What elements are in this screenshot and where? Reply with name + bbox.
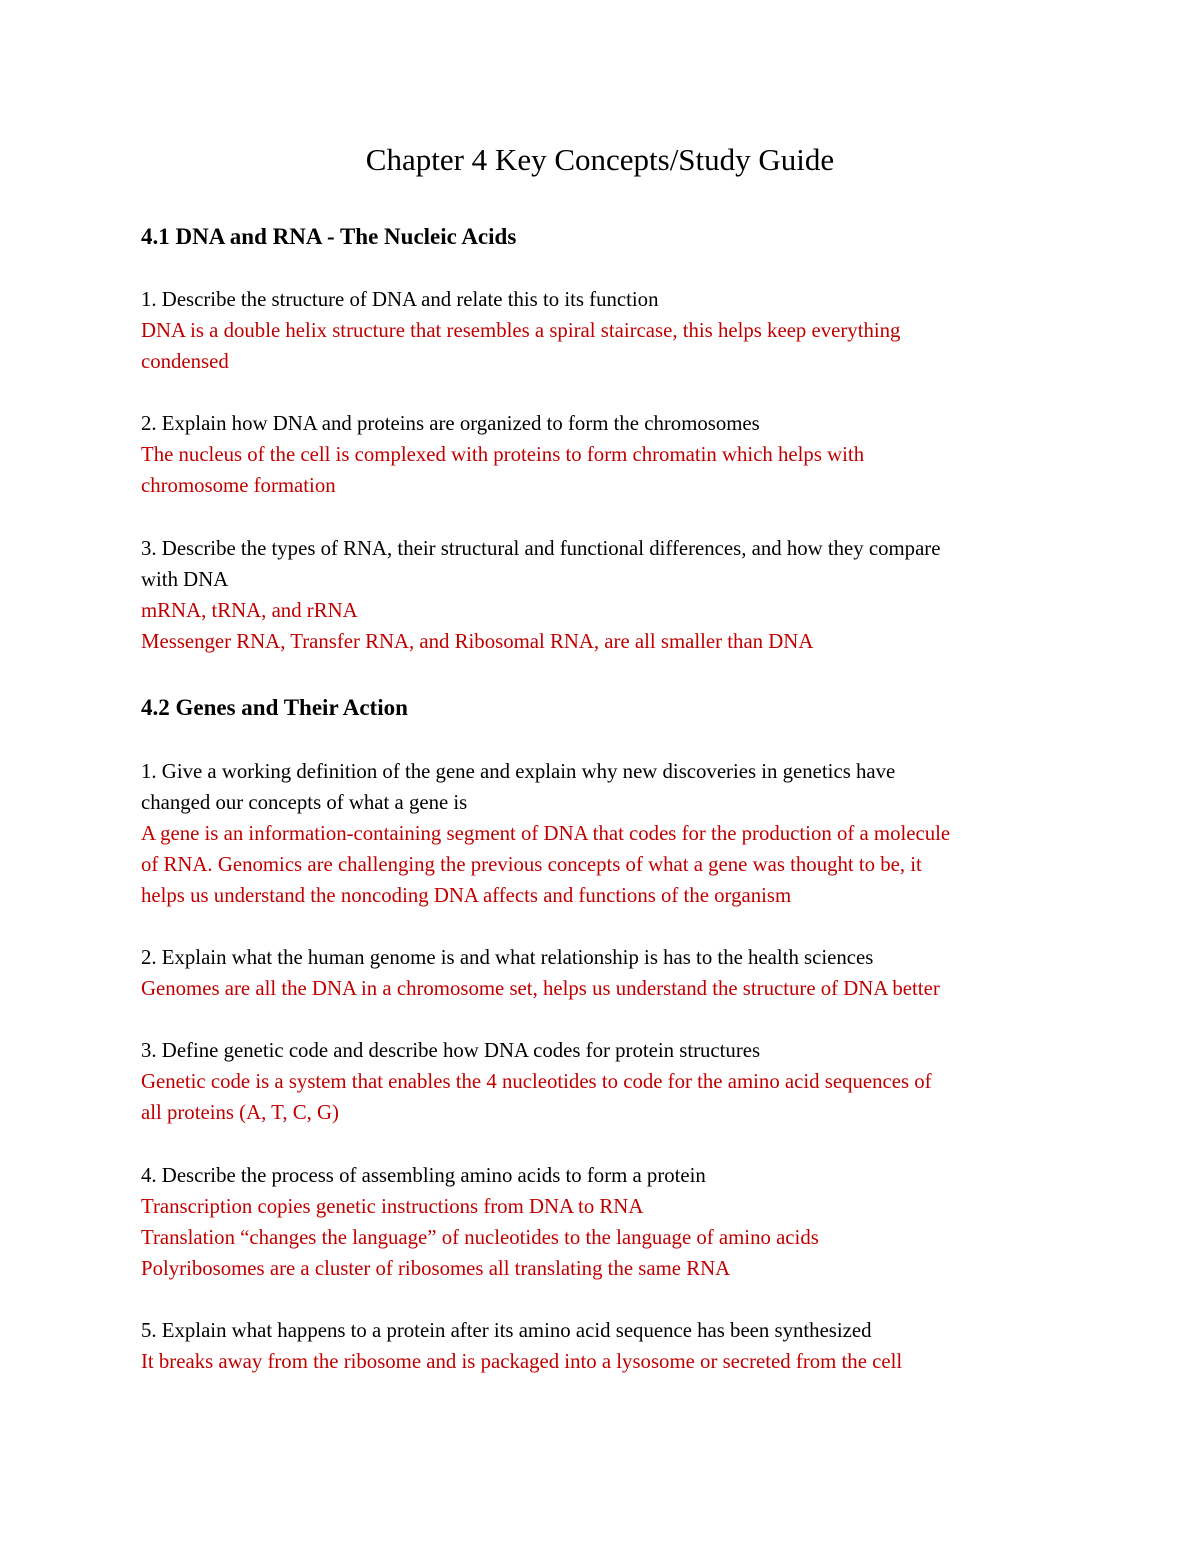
question-text: 2. Explain how DNA and proteins are organized to form the chromosomes <box>141 412 760 435</box>
answer-text: Polyribosomes are a cluster of ribosomes all translating the same RNA <box>141 1257 731 1280</box>
answer-text: It breaks away from the ribosome and is packaged into a lysosome or secreted from the cell <box>141 1350 903 1373</box>
answer-text: The nucleus of the cell is complexed with proteins to form chromatin which helps with <box>141 443 865 466</box>
question-text: 3. Describe the types of RNA, their structural and functional differences, and how they compare <box>141 537 941 560</box>
answer-text: Genomes are all the DNA in a chromosome set, helps us understand the structure of DNA better <box>141 977 940 1000</box>
answer-text: A gene is an information-containing segment of DNA that codes for the production of a molecule <box>141 822 951 845</box>
question-text: 1. Give a working definition of the gene and explain why new discoveries in genetics have <box>141 760 896 783</box>
question-block <box>141 942 1071 1004</box>
question-text: 2. Explain what the human genome is and what relationship is has to the health sciences <box>141 946 874 969</box>
question-text: 5. Explain what happens to a protein after its amino acid sequence has been synthesized <box>141 1319 872 1342</box>
answer-text: Genetic code is a system that enables the 4 nucleotides to code for the amino acid sequences of <box>141 1070 932 1093</box>
page-title: Chapter 4 Key Concepts/Study Guide <box>365 142 835 177</box>
answer-text: condensed <box>141 350 229 373</box>
question-block <box>141 1035 1071 1128</box>
question-text: changed our concepts of what a gene is <box>141 791 468 814</box>
question-text: with DNA <box>141 568 229 591</box>
section-heading-4-1: 4.1 DNA and RNA - The Nucleic Acids <box>141 224 517 249</box>
answer-text: Translation “changes the language” of nucleotides to the language of amino acids <box>141 1226 819 1249</box>
answer-text: DNA is a double helix structure that resembles a spiral staircase, this helps keep everything <box>141 319 901 342</box>
question-block <box>141 408 1071 501</box>
question-block <box>141 1160 1071 1284</box>
answer-text: all proteins (A, T, C, G) <box>141 1101 339 1124</box>
question-block <box>141 533 1071 657</box>
question-block <box>141 756 1071 911</box>
question-block <box>141 1315 1071 1377</box>
answer-text: Messenger RNA, Transfer RNA, and Ribosomal RNA, are all smaller than DNA <box>141 630 814 653</box>
answer-text: of RNA. Genomics are challenging the previous concepts of what a gene was thought to be, it <box>141 853 922 876</box>
question-text: 4. Describe the process of assembling amino acids to form a protein <box>141 1164 706 1187</box>
section-heading-4-2: 4.2 Genes and Their Action <box>141 695 408 720</box>
question-text: 3. Define genetic code and describe how DNA codes for protein structures <box>141 1039 761 1062</box>
answer-text: chromosome formation <box>141 474 336 497</box>
question-text: 1. Describe the structure of DNA and relate this to its function <box>141 288 659 311</box>
answer-text: mRNA, tRNA, and rRNA <box>141 599 358 622</box>
question-block <box>141 284 1071 377</box>
answer-text: helps us understand the noncoding DNA affects and functions of the organism <box>141 884 792 907</box>
answer-text: Transcription copies genetic instructions from DNA to RNA <box>141 1195 644 1218</box>
